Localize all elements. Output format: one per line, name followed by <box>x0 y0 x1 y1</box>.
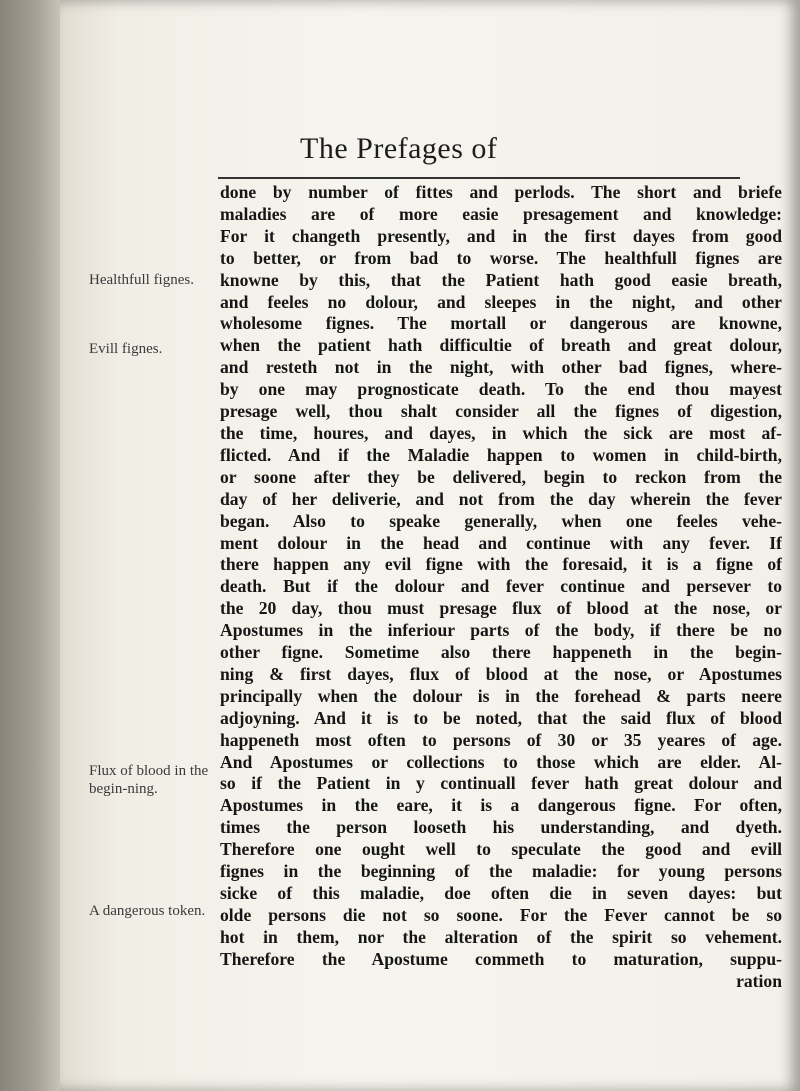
text-line: sicke of this maladie, doe often die in seven dayes: but <box>220 883 782 903</box>
text-line: the time, houres, and dayes, in which the sick are most af- <box>220 422 782 443</box>
margin-note-dangerous: A dangerous token. <box>89 903 206 919</box>
text-line: olde persons die not so soone. For the Fever cannot be so <box>220 904 782 925</box>
text-line: And Apostumes or collections to those which are elder. Al- <box>220 751 782 772</box>
text-line: day of her deliverie, and not from the day wherein the fever <box>220 488 782 509</box>
text-line: other figne. Sometime also there happeneth in the begin- <box>220 642 782 663</box>
text-line: ning & first dayes, flux of blood at the nose, or Apostumes <box>220 663 782 684</box>
text-line: For it changeth presently, and in the first dayes from good <box>220 225 782 246</box>
text-line: hot in them, nor the alteration of the spirit so vehement. <box>220 926 782 947</box>
text-line: and resteth not in the night, with other bad fignes, where- <box>220 357 782 378</box>
text-line: fignes in the beginning of the maladie: for young persons <box>220 861 782 882</box>
catchword: ration <box>736 970 782 991</box>
text-line: and feeles no dolour, and sleepes in the night, and other <box>220 291 782 312</box>
text-line: Therefore one ought well to speculate the good and evill <box>220 839 782 860</box>
text-line: happeneth most often to persons of 30 or 35 yeares of age. <box>220 729 782 750</box>
text-line: knowne by this, that the Patient hath good easie breath, <box>220 269 782 290</box>
text-line: when the patient hath difficultie of breath and great dolour, <box>220 335 782 356</box>
text-line: wholesome fignes. The mortall or dangerous are knowne, <box>220 313 782 334</box>
margin-note-evill: Evill fignes. <box>89 341 163 357</box>
header-rule <box>218 177 740 179</box>
text-line: adjoyning. And it is to be noted, that the said flux of blood <box>220 707 782 728</box>
text-line: flicted. And if the Maladie happen to women in child-birth, <box>220 444 782 465</box>
text-line: or soone after they be delivered, begin to reckon from the <box>220 466 782 487</box>
text-line: to better, or from bad to worse. The healthfull fignes are <box>220 247 782 268</box>
margin-note-flux: Flux of blood in the begin-ning. <box>89 763 209 797</box>
text-line: Apostumes in the inferiour parts of the body, if there be no <box>220 620 782 641</box>
text-line: ment dolour in the head and continue with any fever. If <box>220 532 782 553</box>
text-line: times the person looseth his understanding, and dyeth. <box>220 817 782 838</box>
text-line: Apostumes in the eare, it is a dangerous figne. For often, <box>220 795 782 816</box>
text-line: so if the Patient in y continuall fever hath great dolour and <box>220 773 782 794</box>
text-line: principally when the dolour is in the forehead & parts neere <box>220 685 782 706</box>
running-head: The Prefages of <box>300 132 498 165</box>
text-line: by one may prognosticate death. To the end thou mayest <box>220 379 782 400</box>
body-text <box>220 182 782 993</box>
text-line: there happen any evil figne with the foresaid, it is a figne of <box>220 554 782 575</box>
text-line: began. Also to speake generally, when one feeles vehe- <box>220 510 782 531</box>
text-line: the 20 day, thou must presage flux of blood at the nose, or <box>220 598 782 619</box>
text-line: presage well, thou shalt consider all the fignes of digestion, <box>220 401 782 422</box>
text-line: death. But if the dolour and fever continue and persever to <box>220 576 782 597</box>
margin-note-healthfull: Healthfull fignes. <box>89 272 194 288</box>
text-line: Therefore the Apostume commeth to maturation, suppu- <box>220 948 782 969</box>
text-line: maladies are of more easie presagement and knowledge: <box>220 203 782 224</box>
text-line: done by number of fittes and perlods. The short and briefe <box>220 182 782 202</box>
book-gutter <box>0 0 60 1091</box>
